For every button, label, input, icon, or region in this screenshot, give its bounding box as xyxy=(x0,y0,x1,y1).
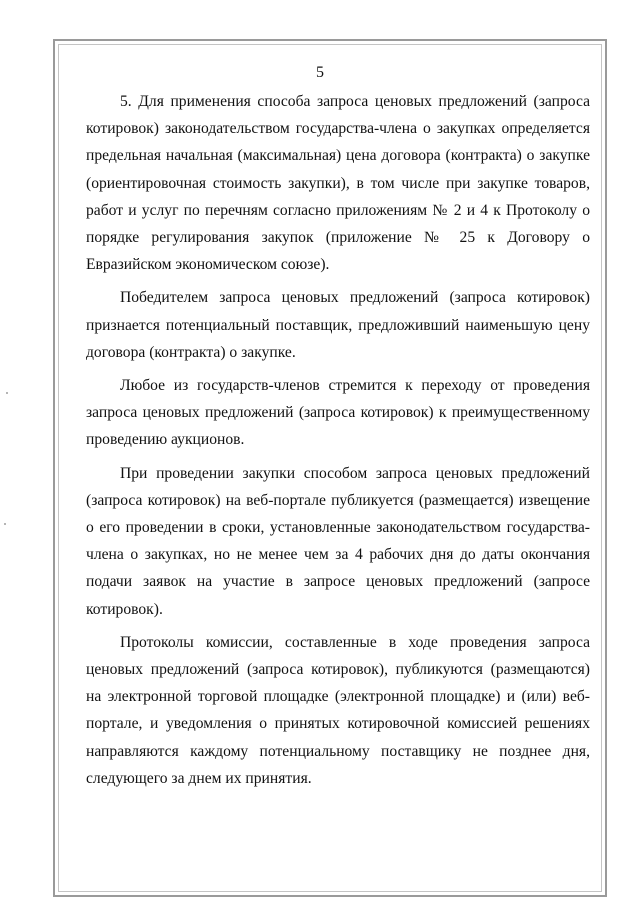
paragraph-publication-notice: При проведении закупки способом запроса ценовых предложений (запроса котировок) на веб-портале публикуется (размещается) извещение о его проведении в сроки, установленные законодательством государства-члена о закупках, но не менее чем за 4 рабочих дня до даты окончания подачи заявок на участие в запросе ценовых предложений (запросе котировок). xyxy=(86,464,590,618)
paragraph-procurement-price: 5. Для применения способа запроса ценовых предложений (запроса котировок) законодательством государства-члена о закупках определяется предельная начальная (максимальная) цена договора (контракта) о закупке (ориентировочная стоимость закупки), в том числе при закупке товаров, работ и услуг по перечням согласно приложениям № 2 и 4 к Протоколу о порядке регулирования закупок (приложение № 25 к Договору о Евразийском экономическом союзе). xyxy=(86,93,590,274)
page-number: 5 xyxy=(316,64,324,81)
scan-speck xyxy=(4,523,6,525)
document-body xyxy=(86,88,590,792)
scan-speck xyxy=(6,392,8,394)
paragraph-winner: Победителем запроса ценовых предложений (запроса котировок) признается потенциальный поставщик, предложивший наименьшую цену договора (контракта) о закупке. xyxy=(86,289,590,361)
paragraph-auctions-transition: Любое из государств-членов стремится к переходу от проведения запроса ценовых предложений (запроса котировок) к преимущественному проведению аукционов. xyxy=(86,377,590,449)
paragraph-commission-protocols: Протоколы комиссии, составленные в ходе проведения запроса ценовых предложений (запроса котировок), публикуются (размещаются) на электронной торговой площадке (электронной площадке) и (или) веб-портале, и уведомления о принятых котировочной комиссией решениях направляются каждому потенциальному поставщику не позднее дня, следующего за днем их принятия. xyxy=(86,633,590,787)
